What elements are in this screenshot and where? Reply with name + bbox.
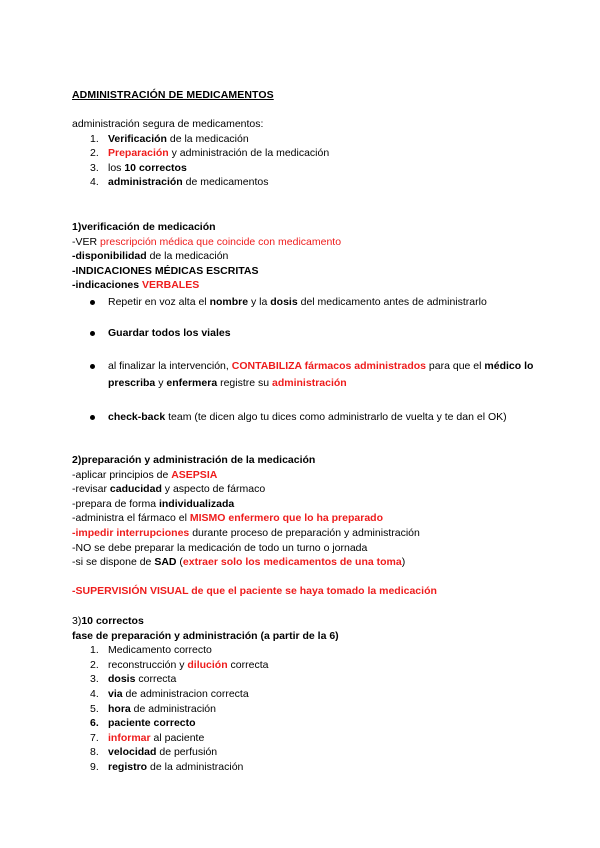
- text-run: 10 correctos: [124, 161, 187, 174]
- text-run: dosis: [108, 673, 136, 686]
- list-text: [108, 732, 204, 744]
- list-text: [108, 717, 196, 729]
- text-run: -impedir interrupciones: [72, 526, 190, 539]
- text-run: enfermera: [166, 376, 218, 389]
- text-line: [72, 235, 542, 250]
- text-run: Verificación: [108, 132, 167, 145]
- list-number: 2.: [90, 147, 99, 160]
- list-number: 6.: [90, 717, 99, 730]
- text-run: hora: [108, 702, 131, 715]
- list-text: [108, 133, 249, 145]
- text-run: correcta: [135, 673, 177, 686]
- section-preparacion: [72, 453, 542, 570]
- text-line: [72, 526, 542, 541]
- list-text: [108, 688, 249, 700]
- text-line: [72, 468, 542, 483]
- text-run: de la medicación: [166, 132, 249, 145]
- text-run: informar: [108, 731, 151, 744]
- text-run: administración: [108, 176, 183, 189]
- section2-heading: 2)preparación y administración de la medicación: [72, 454, 316, 466]
- list-item: [72, 745, 542, 760]
- text-run: y: [155, 376, 167, 389]
- text-run: team (te dicen algo tu dices como administrarlo de vuelta y te dan el OK): [165, 410, 507, 423]
- text-run: durante proceso de preparación y administración: [189, 526, 420, 539]
- list-item: [72, 658, 542, 673]
- text-run: VERBALES: [142, 279, 200, 292]
- list-item: [72, 672, 542, 687]
- section3-heading: [72, 614, 542, 629]
- text-run: -disponibilidad: [72, 250, 147, 263]
- text-run: nombre: [209, 295, 249, 308]
- list-number: 5.: [90, 702, 99, 715]
- text-run: -administra el fármaco el: [72, 512, 190, 525]
- text-run: ): [401, 556, 406, 569]
- list-item: [72, 146, 542, 161]
- text-run: SAD: [154, 556, 177, 569]
- intro-text: administración segura de medicamentos:: [72, 118, 264, 130]
- text-run: de perfusión: [156, 746, 218, 759]
- text-run: 3): [72, 615, 82, 627]
- text-run: -aplicar principios de: [72, 468, 172, 481]
- bullet-item: [72, 295, 542, 310]
- bullet-text: [108, 411, 507, 423]
- text-run: y administración de la medicación: [168, 147, 330, 160]
- text-run: Medicamento correcto: [108, 644, 212, 657]
- correctos-list: [72, 643, 542, 774]
- text-run: -NO se debe preparar la medicación de todo un turno o jornada: [72, 541, 368, 554]
- intro-list: [72, 132, 542, 190]
- text-run: del medicamento antes de administrarlo: [297, 295, 487, 308]
- bullet-dot: [90, 364, 95, 369]
- list-item: [72, 175, 542, 190]
- text-line: [72, 511, 542, 526]
- text-run: (: [176, 556, 183, 569]
- section-10-correctos: [72, 614, 542, 775]
- text-run: de la medicación: [146, 250, 229, 263]
- text-line: [72, 541, 542, 556]
- list-number: 8.: [90, 746, 99, 759]
- section1-lines: [72, 235, 542, 293]
- text-run: via: [108, 687, 123, 700]
- text-run: administración: [272, 376, 347, 389]
- list-text: [108, 746, 217, 758]
- list-text: [108, 162, 187, 174]
- text-run: -VER: [72, 235, 101, 248]
- supervision-visual: [72, 584, 542, 599]
- text-run: al finalizar la intervención,: [108, 359, 232, 372]
- list-number: 4.: [90, 176, 99, 189]
- text-line: [72, 264, 542, 279]
- section2-lines: [72, 468, 542, 570]
- list-text: [108, 673, 176, 685]
- section3-subheading: fase de preparación y administración (a partir de la 6): [72, 629, 339, 642]
- text-run: dilución: [187, 658, 228, 671]
- text-run: 10 correctos: [81, 615, 144, 627]
- list-number: 1.: [90, 132, 99, 145]
- list-item: [72, 643, 542, 658]
- bullet-text: [108, 327, 231, 339]
- list-number: 7.: [90, 731, 99, 744]
- list-number: 2.: [90, 658, 99, 671]
- section-verificacion: [72, 220, 542, 426]
- text-run: -indicaciones: [72, 279, 143, 292]
- list-number: 3.: [90, 161, 99, 174]
- text-run: de administración: [130, 702, 216, 715]
- text-run: y aspecto de fármaco: [161, 483, 266, 496]
- list-text: [108, 176, 268, 188]
- text-run: dosis: [270, 295, 298, 308]
- text-run: ASEPSIA: [171, 468, 218, 481]
- text-line: [72, 482, 542, 497]
- list-item: [72, 161, 542, 176]
- text-line: [72, 278, 542, 293]
- text-run: de administracion correcta: [122, 687, 249, 700]
- text-run: check-back: [108, 410, 166, 423]
- text-run: registre su: [217, 376, 273, 389]
- text-run: y la: [248, 295, 271, 308]
- text-run: Repetir en voz alta el: [108, 295, 210, 308]
- list-number: 4.: [90, 687, 99, 700]
- text-run: -si se dispone de: [72, 556, 155, 569]
- list-number: 3.: [90, 673, 99, 686]
- text-line: [72, 249, 542, 264]
- bullet-text: [108, 296, 487, 308]
- text-run: caducidad: [109, 483, 162, 496]
- list-number: 9.: [90, 760, 99, 773]
- text-run: extraer solo los medicamentos de una toma: [182, 556, 402, 569]
- list-text: [108, 761, 243, 773]
- text-run: paciente correcto: [108, 717, 196, 730]
- intro-section: [72, 117, 542, 190]
- list-item: [72, 731, 542, 746]
- bullet-item: [72, 409, 542, 426]
- text-run: médico lo prescriba: [108, 359, 534, 389]
- text-run: correcta: [227, 658, 269, 671]
- bullet-dot: [90, 331, 95, 336]
- document-title: ADMINISTRACIÓN DE MEDICAMENTOS: [72, 89, 274, 101]
- section1-heading: 1)verificación de medicación: [72, 221, 216, 233]
- text-line: [72, 555, 542, 570]
- text-line: [72, 497, 542, 512]
- text-run: Guardar todos los viales: [108, 326, 231, 339]
- text-run: individualizada: [158, 497, 235, 510]
- text-run: prescripción médica que coincide con medicamento: [100, 235, 342, 248]
- text-run: al paciente: [150, 731, 205, 744]
- list-text: [108, 644, 212, 656]
- text-run: registro: [108, 760, 148, 773]
- text-run: velocidad: [108, 746, 157, 759]
- text-run: MISMO enfermero que lo ha preparado: [189, 512, 383, 525]
- text-run: -INDICACIONES MÉDICAS ESCRITAS: [72, 264, 259, 277]
- list-item: [72, 687, 542, 702]
- bullet-item: [72, 358, 542, 392]
- bullet-dot: [90, 300, 95, 305]
- bullet-dot: [90, 415, 95, 420]
- list-text: [108, 703, 216, 715]
- list-text: [108, 659, 268, 671]
- list-item: [72, 702, 542, 717]
- bullet-item: [72, 326, 542, 341]
- text-run: reconstrucción y: [108, 658, 188, 671]
- text-run: CONTABILIZA fármacos administrados: [231, 359, 427, 372]
- text-run: de la administración: [147, 760, 244, 773]
- text-run: -revisar: [72, 483, 110, 496]
- text-run: para que el: [426, 359, 485, 372]
- text-run: de medicamentos: [182, 176, 269, 189]
- list-number: 1.: [90, 644, 99, 657]
- text-run: Preparación: [108, 147, 169, 160]
- bullet-text: [108, 360, 533, 389]
- section1-bullets: [72, 295, 542, 426]
- text-run: los: [108, 161, 125, 174]
- list-item: [72, 760, 542, 775]
- list-text: [108, 147, 329, 159]
- list-item: [72, 716, 542, 731]
- text-run: -prepara de forma: [72, 497, 159, 510]
- list-item: [72, 132, 542, 147]
- text-run: -SUPERVISIÓN VISUAL de que el paciente se haya tomado la medicación: [72, 585, 437, 597]
